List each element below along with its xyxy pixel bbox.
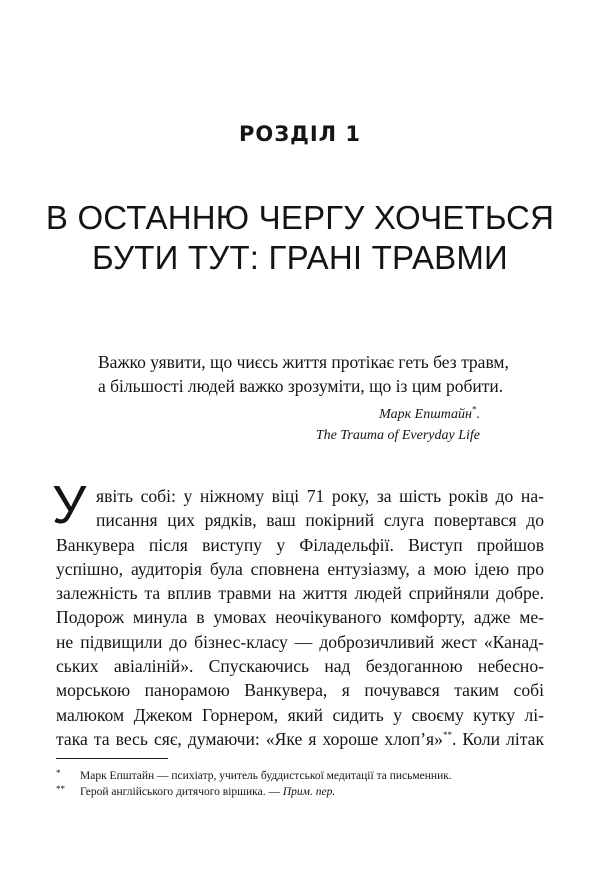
footnote <box>56 784 544 800</box>
body-line: Подорож минула в умовах неочікуваного комфорту, адже ме- <box>56 607 544 628</box>
body-line: малюком Джеком Горнером, який сидить у своєму кутку лі- <box>56 704 544 725</box>
footnote <box>56 768 544 784</box>
chapter-title-line: В ОСТАННЮ ЧЕРГУ ХОЧЕТЬСЯ <box>45 199 555 236</box>
epigraph-author: Марк Епштайн <box>379 407 472 422</box>
footnote-ref: ** <box>442 730 452 741</box>
epigraph-line: а більшості людей важко зрозуміти, що із цим робити. <box>98 376 504 396</box>
footnotes <box>56 768 544 800</box>
epigraph-author-line <box>316 404 480 425</box>
body-line: Ванкувера після виступу у Філадельфії. Виступ пройшов <box>56 534 544 555</box>
chapter-label: РОЗДІЛ 1 <box>238 122 362 146</box>
author-suffix: . <box>476 407 480 422</box>
body-line: успішно, аудиторія була сповнена ентузіазму, а мою ідею про <box>56 558 544 579</box>
footnote-text: Герой англійського дитячого віршика. — <box>80 786 280 798</box>
chapter-title <box>40 198 560 278</box>
epigraph <box>98 350 509 398</box>
footnote-ref: * <box>472 404 477 415</box>
chapter-title-line: БУТИ ТУТ: ГРАНІ ТРАВМИ <box>92 239 508 276</box>
footnote-text-wrap <box>80 784 335 800</box>
body-line: залежність та вплив травми на життя людей сприйняли добре. <box>56 583 544 604</box>
translator-note: Прим. пер. <box>282 786 336 798</box>
footnote-mark: ** <box>56 784 65 794</box>
body-line: не підвищили до бізнес-класу — доброзичливий жест «Канад- <box>56 631 544 652</box>
body-line: писання цих рядків, ваш покірний слуга повертався до <box>96 510 544 531</box>
footnote-text: Марк Епштайн — психіатр, учитель буддистської медитації та письменник. <box>80 770 452 782</box>
body-line: морською панорамою Ванкувера, я почувався таким собі <box>56 680 544 701</box>
body-line-last: така та весь сяє, думаючи: «Яке я хороше хлоп’я»**. Коли літак <box>56 728 544 749</box>
footnote-divider <box>56 758 168 759</box>
epigraph-source: The Trauma of Everyday Life <box>315 428 480 443</box>
body-line: явіть собі: у ніжному віці 71 року, за шість років до на- <box>96 486 544 506</box>
epigraph-attribution <box>316 404 480 446</box>
body-line-tail: Коли літак <box>462 728 544 749</box>
footnote-mark: * <box>56 768 61 778</box>
body-line: ських авіаліній». Спускаючись над бездоганною небесно- <box>56 656 544 677</box>
drop-cap: У <box>52 475 87 535</box>
body-paragraph <box>56 484 544 751</box>
epigraph-line: Важко уявити, що чиєсь життя протікає геть без травм, <box>98 352 509 372</box>
body-line-text: така та весь сяє, думаючи: «Яке я хороше хлоп’я» <box>56 728 443 749</box>
